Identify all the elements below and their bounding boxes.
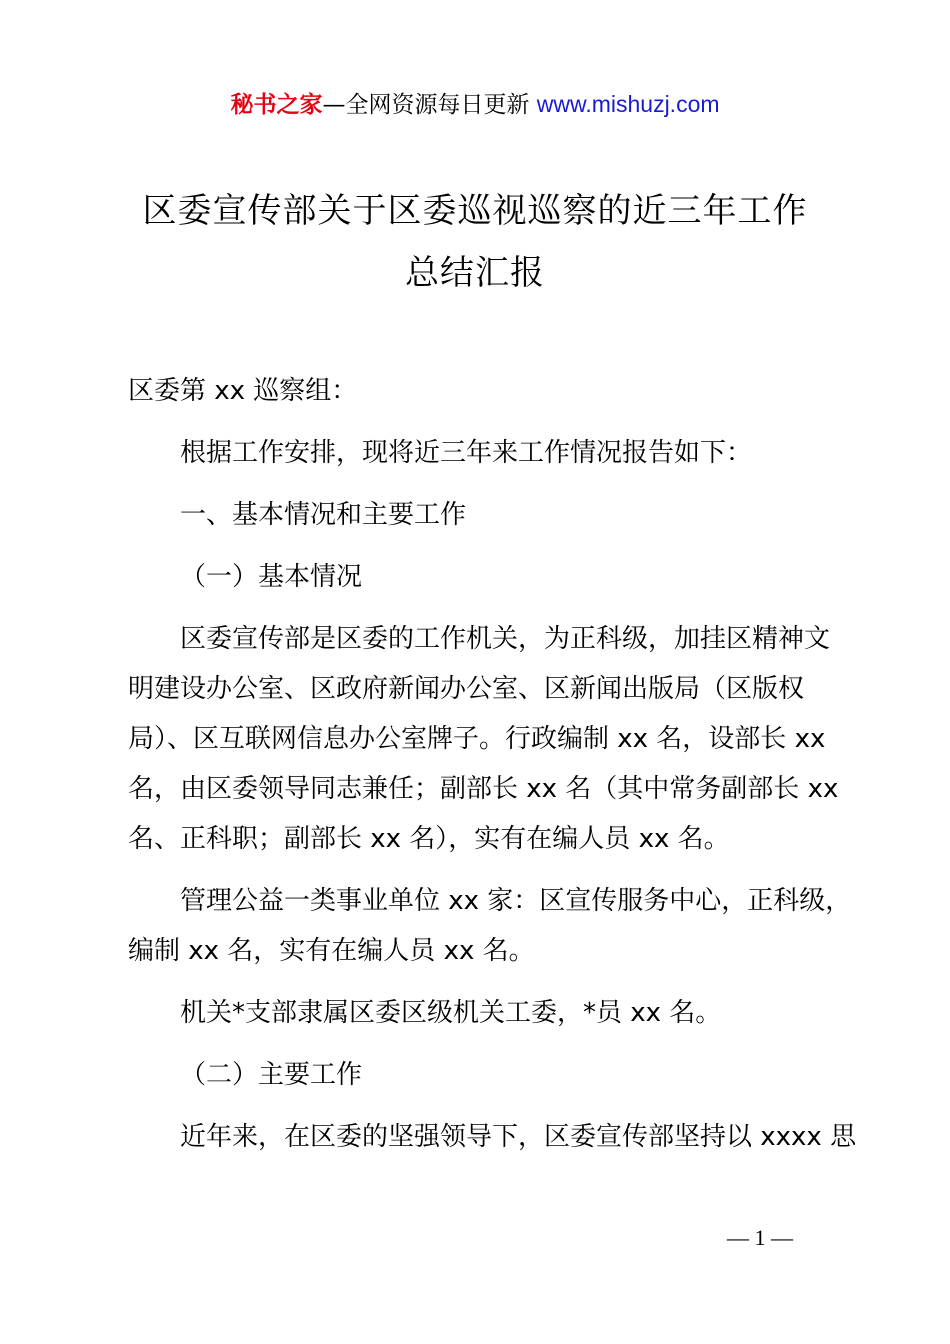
body-paragraph [128, 1112, 857, 1162]
subsection-heading [128, 552, 840, 602]
site-url[interactable]: www.mishuzj.com [536, 91, 720, 117]
text-line: 名，由区委领导同志兼任；副部长 xx 名（其中常务副部长 xx [128, 774, 839, 804]
text-line: （一）基本情况 [180, 562, 363, 592]
text-line: 一、基本情况和主要工作 [180, 500, 467, 530]
intro-paragraph [128, 428, 840, 478]
text-line: 编制 xx 名，实有在编人员 xx 名。 [128, 936, 535, 966]
site-header [0, 88, 950, 121]
page-number: — 1 — [727, 1225, 793, 1250]
text-line: 机关*支部隶属区委区级机关工委，*员 xx 名。 [180, 998, 722, 1028]
text-line: 名、正科职；副部长 xx 名），实有在编人员 xx 名。 [128, 824, 730, 854]
brand-name: 秘书之家 [230, 92, 323, 118]
subsection-heading [128, 1050, 840, 1100]
text-line: 近年来，在区委的坚强领导下，区委宣传部坚持以 xxxx 思 [180, 1122, 857, 1152]
header-tagline: —全网资源每日更新 [322, 92, 537, 118]
text-line: 区委第 xx 巡察组： [128, 376, 358, 406]
document-title [60, 180, 890, 304]
salutation [128, 366, 840, 416]
body-paragraph [128, 876, 852, 976]
text-line: （二）主要工作 [180, 1060, 363, 1090]
title-line-2: 总结汇报 [405, 253, 545, 293]
document-body [128, 366, 857, 1162]
text-line: 明建设办公室、区政府新闻办公室、区新闻出版局（区版权 [128, 674, 805, 704]
body-paragraph [128, 988, 840, 1038]
text-line: 局）、区互联网信息办公室牌子。行政编制 xx 名，设部长 xx [128, 724, 826, 754]
section-heading [128, 490, 840, 540]
text-line: 管理公益一类事业单位 xx 家：区宣传服务中心，正科级， [180, 886, 852, 916]
body-paragraph [128, 614, 840, 864]
title-line-1: 区委宣传部关于区委巡视巡察的近三年工作 [142, 191, 808, 231]
text-line: 根据工作安排，现将近三年来工作情况报告如下： [180, 438, 753, 468]
text-line: 区委宣传部是区委的工作机关，为正科级，加挂区精神文 [180, 624, 831, 654]
